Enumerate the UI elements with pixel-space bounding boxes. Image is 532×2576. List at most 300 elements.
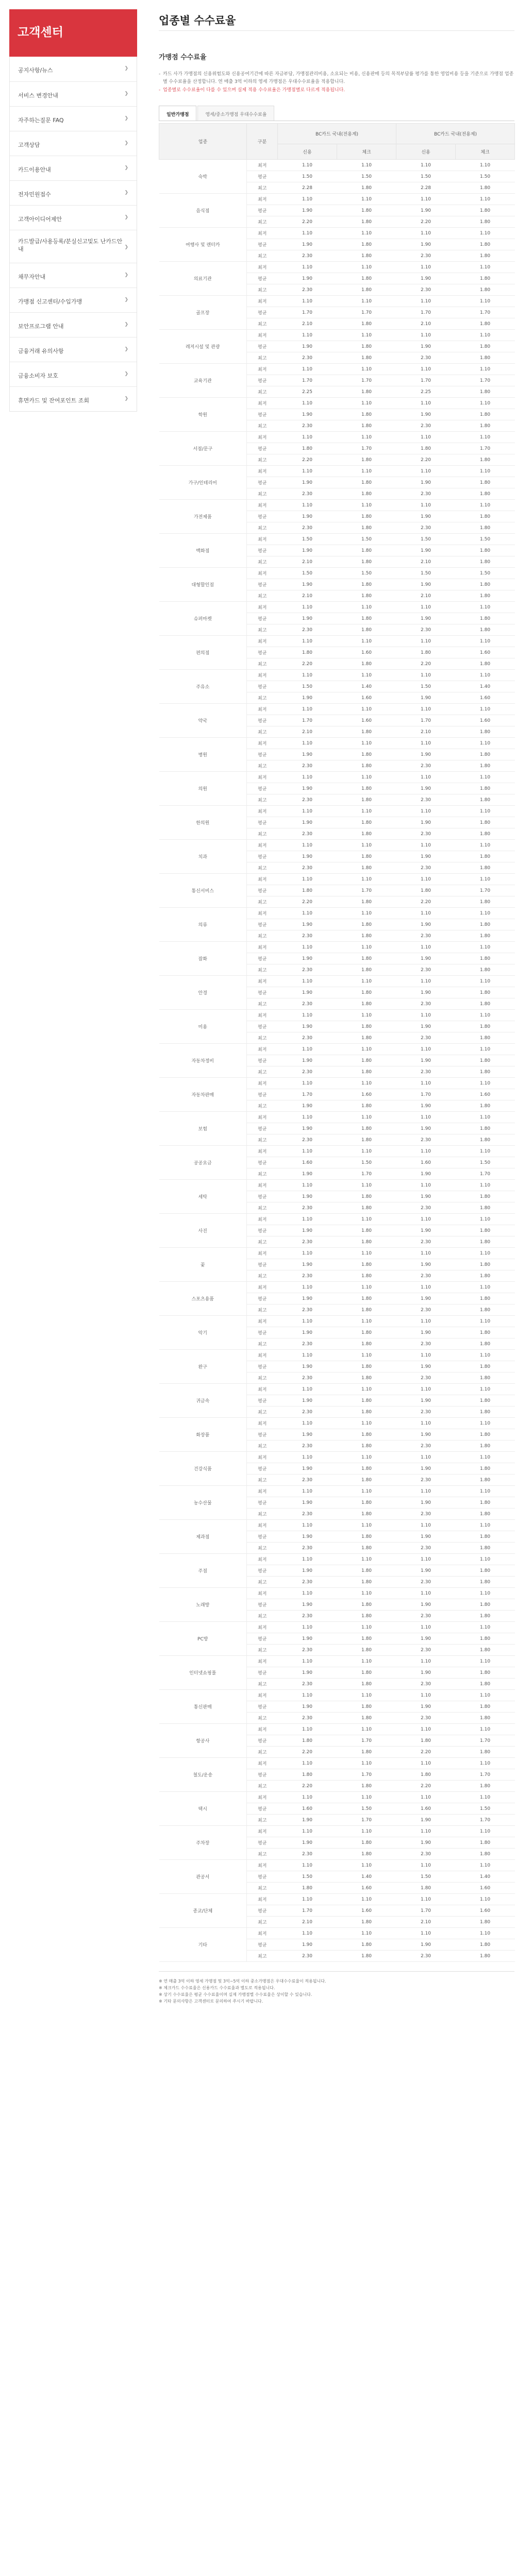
rate-cell: 2.10 xyxy=(278,726,337,738)
rate-cell: 1.10 xyxy=(456,1146,515,1157)
rate-cell: 1.90 xyxy=(278,1123,337,1134)
category-cell: 안경 xyxy=(159,976,247,1010)
rate-cell: 1.80 xyxy=(456,1066,515,1078)
rate-cell: 1.10 xyxy=(396,1316,456,1327)
rate-cell: 1.10 xyxy=(278,942,337,953)
kind-cell: 최저 xyxy=(247,602,278,613)
rate-cell: 1.80 xyxy=(337,273,396,284)
rate-cell: 1.10 xyxy=(337,228,396,239)
sidebar-item[interactable] xyxy=(10,131,137,156)
tab-general[interactable]: 일반가맹점 xyxy=(159,106,196,121)
table-row xyxy=(159,1894,515,1905)
rate-cell: 1.80 xyxy=(396,1769,456,1781)
col-header-check: 체크 xyxy=(456,144,515,160)
rate-cell: 1.50 xyxy=(337,1803,396,1815)
rate-cell: 1.60 xyxy=(337,1905,396,1917)
rate-cell: 1.80 xyxy=(337,1100,396,1112)
rate-cell: 1.80 xyxy=(456,987,515,998)
tab-preferential[interactable]: 영세/중소가맹점 우대수수료율 xyxy=(197,106,274,121)
rate-cell: 1.10 xyxy=(456,330,515,341)
rate-cell: 1.80 xyxy=(456,284,515,296)
rate-cell: 1.90 xyxy=(396,1497,456,1509)
rate-cell: 1.10 xyxy=(278,1690,337,1701)
category-cell: 의류 xyxy=(159,908,247,942)
rate-cell: 1.80 xyxy=(456,511,515,522)
rate-cell: 1.50 xyxy=(278,1871,337,1883)
rate-cell: 2.30 xyxy=(396,352,456,364)
rate-cell: 1.10 xyxy=(278,1418,337,1429)
rate-cell: 2.30 xyxy=(396,1713,456,1724)
rate-cell: 1.80 xyxy=(337,953,396,964)
rate-cell: 1.10 xyxy=(456,704,515,715)
kind-cell: 최저 xyxy=(247,1010,278,1021)
kind-cell: 최저 xyxy=(247,534,278,545)
rate-cell: 1.10 xyxy=(456,1350,515,1361)
rate-cell: 1.90 xyxy=(278,851,337,862)
rate-cell: 2.30 xyxy=(278,1338,337,1350)
rate-cell: 1.10 xyxy=(278,1520,337,1531)
rate-cell: 1.80 xyxy=(456,182,515,194)
rate-cell: 1.90 xyxy=(278,409,337,420)
rate-cell: 2.10 xyxy=(396,726,456,738)
rate-cell: 1.60 xyxy=(337,647,396,658)
sidebar-item[interactable] xyxy=(10,362,137,386)
rate-cell: 1.60 xyxy=(337,1089,396,1100)
kind-cell: 최고 xyxy=(247,1304,278,1316)
kind-cell: 최저 xyxy=(247,1894,278,1905)
sidebar-item-label: 휴면카드 및 잔여포인트 조회 xyxy=(18,397,90,404)
category-cell: 통신판매 xyxy=(159,1690,247,1724)
rate-cell: 1.80 xyxy=(456,1293,515,1304)
sidebar-item[interactable] xyxy=(10,106,137,131)
rate-cell: 1.90 xyxy=(278,692,337,704)
rate-cell: 1.10 xyxy=(396,1758,456,1769)
kind-cell: 최고 xyxy=(247,216,278,228)
rate-cell: 2.20 xyxy=(278,216,337,228)
rate-cell: 1.80 xyxy=(456,1837,515,1849)
rate-cell: 1.90 xyxy=(396,1168,456,1180)
chevron-right-icon: ❯ xyxy=(124,214,128,220)
rate-cell: 1.10 xyxy=(337,1044,396,1055)
kind-cell: 최고 xyxy=(247,624,278,636)
rate-cell: 1.80 xyxy=(456,1429,515,1440)
kind-cell: 최고 xyxy=(247,318,278,330)
table-row xyxy=(159,1486,515,1497)
rate-cell: 1.10 xyxy=(337,398,396,409)
rate-cell: 1.80 xyxy=(456,216,515,228)
rate-cell: 1.90 xyxy=(278,953,337,964)
rate-cell: 1.10 xyxy=(456,1690,515,1701)
rate-cell: 1.10 xyxy=(456,602,515,613)
table-row xyxy=(159,1554,515,1565)
kind-cell: 최고 xyxy=(247,930,278,942)
kind-cell: 최고 xyxy=(247,352,278,364)
rate-cell: 1.80 xyxy=(456,1531,515,1543)
table-row xyxy=(159,1826,515,1837)
kind-cell: 최저 xyxy=(247,1282,278,1293)
rate-cell: 1.10 xyxy=(278,1928,337,1939)
rate-cell: 1.90 xyxy=(396,1361,456,1372)
rate-cell: 1.10 xyxy=(396,1214,456,1225)
rate-cell: 1.10 xyxy=(396,364,456,375)
sidebar-item[interactable] xyxy=(10,312,137,337)
rate-cell: 1.80 xyxy=(456,1633,515,1645)
rate-cell: 1.10 xyxy=(396,670,456,681)
rate-cell: 1.80 xyxy=(456,1565,515,1577)
rate-cell: 1.10 xyxy=(278,1214,337,1225)
rate-cell: 1.80 xyxy=(337,658,396,670)
kind-cell: 최저 xyxy=(247,1758,278,1769)
rate-cell: 1.10 xyxy=(337,1078,396,1089)
rate-cell: 1.10 xyxy=(337,1690,396,1701)
rate-cell: 1.80 xyxy=(337,1837,396,1849)
rate-cell: 1.90 xyxy=(396,953,456,964)
rate-cell: 1.80 xyxy=(396,1883,456,1894)
rate-cell: 1.10 xyxy=(278,1452,337,1463)
rate-cell: 1.80 xyxy=(278,443,337,454)
rate-cell: 1.80 xyxy=(337,930,396,942)
rate-cell: 2.30 xyxy=(278,1032,337,1044)
rate-cell: 1.80 xyxy=(456,1338,515,1350)
rate-cell: 1.80 xyxy=(337,1293,396,1304)
rate-cell: 1.10 xyxy=(396,738,456,749)
rate-cell: 1.90 xyxy=(396,409,456,420)
rate-cell: 2.20 xyxy=(278,896,337,908)
kind-cell: 평균 xyxy=(247,851,278,862)
kind-cell: 최고 xyxy=(247,1372,278,1384)
kind-cell: 평균 xyxy=(247,273,278,284)
rate-cell: 1.90 xyxy=(396,987,456,998)
rate-cell: 1.80 xyxy=(337,1372,396,1384)
rate-cell: 2.30 xyxy=(396,862,456,874)
rate-cell: 1.90 xyxy=(396,1100,456,1112)
rate-cell: 1.80 xyxy=(337,477,396,488)
category-cell: 귀금속 xyxy=(159,1384,247,1418)
rate-cell: 1.10 xyxy=(396,1622,456,1633)
rate-cell: 1.80 xyxy=(456,239,515,250)
rate-cell: 1.80 xyxy=(337,613,396,624)
rate-cell: 1.80 xyxy=(337,1032,396,1044)
rate-cell: 1.80 xyxy=(337,1463,396,1475)
rate-cell: 2.10 xyxy=(278,590,337,602)
rate-cell: 2.30 xyxy=(278,1270,337,1282)
rate-cell: 2.30 xyxy=(278,1509,337,1520)
rate-cell: 1.80 xyxy=(456,1259,515,1270)
rate-cell: 1.80 xyxy=(456,726,515,738)
kind-cell: 평균 xyxy=(247,205,278,216)
rate-cell: 1.10 xyxy=(456,228,515,239)
sidebar-item[interactable] xyxy=(10,156,137,180)
table-row xyxy=(159,1622,515,1633)
rate-cell: 1.50 xyxy=(396,171,456,182)
kind-cell: 최고 xyxy=(247,1679,278,1690)
kind-cell: 평균 xyxy=(247,919,278,930)
sidebar-item[interactable] xyxy=(10,287,137,312)
rate-cell: 1.80 xyxy=(337,794,396,806)
rate-cell: 1.70 xyxy=(456,1168,515,1180)
rate-cell: 2.20 xyxy=(396,1781,456,1792)
kind-cell: 최고 xyxy=(247,794,278,806)
rate-cell: 1.50 xyxy=(337,171,396,182)
rate-cell: 1.10 xyxy=(337,1486,396,1497)
sidebar-item-label: 카드발급/사용등록/분실신고및도 난카드안내 xyxy=(18,238,123,252)
rate-cell: 1.80 xyxy=(456,1849,515,1860)
rate-cell: 1.80 xyxy=(337,1259,396,1270)
rate-cell: 1.80 xyxy=(456,1599,515,1611)
table-row xyxy=(159,500,515,511)
kind-cell: 최고 xyxy=(247,1236,278,1248)
rate-cell: 1.10 xyxy=(278,1826,337,1837)
sidebar-item[interactable] xyxy=(10,57,137,81)
kind-cell: 평균 xyxy=(247,511,278,522)
rate-cell: 1.10 xyxy=(456,840,515,851)
kind-cell: 최고 xyxy=(247,1168,278,1180)
kind-cell: 최고 xyxy=(247,726,278,738)
sidebar-item-label: 공지사항/뉴스 xyxy=(18,67,53,74)
kind-cell: 최고 xyxy=(247,760,278,772)
kind-cell: 최저 xyxy=(247,1622,278,1633)
rate-cell: 1.80 xyxy=(456,896,515,908)
kind-cell: 최저 xyxy=(247,228,278,239)
rate-cell: 1.80 xyxy=(337,749,396,760)
kind-cell: 평균 xyxy=(247,375,278,386)
rate-cell: 1.10 xyxy=(456,738,515,749)
rate-cell: 1.80 xyxy=(337,1304,396,1316)
category-cell: 가전제품 xyxy=(159,500,247,534)
rate-cell: 1.10 xyxy=(396,1384,456,1395)
rate-cell: 2.10 xyxy=(396,1917,456,1928)
sidebar-item[interactable] xyxy=(10,81,137,106)
rate-cell: 1.10 xyxy=(278,1486,337,1497)
rate-cell: 1.60 xyxy=(456,692,515,704)
rate-table xyxy=(159,123,515,1962)
kind-cell: 최고 xyxy=(247,1883,278,1894)
rate-cell: 1.10 xyxy=(396,772,456,783)
rate-cell: 1.10 xyxy=(278,228,337,239)
rate-cell: 1.80 xyxy=(456,1667,515,1679)
sidebar-item[interactable] xyxy=(10,230,137,263)
rate-cell: 1.50 xyxy=(278,534,337,545)
rate-cell: 1.10 xyxy=(396,432,456,443)
rate-cell: 1.80 xyxy=(337,1406,396,1418)
table-row xyxy=(159,432,515,443)
rate-cell: 1.40 xyxy=(337,1871,396,1883)
rate-cell: 1.90 xyxy=(278,1565,337,1577)
sidebar-item[interactable] xyxy=(10,205,137,230)
rate-cell: 1.90 xyxy=(396,1327,456,1338)
sidebar-item-label: 가맹점 신고센터/수입가맹 xyxy=(18,298,82,305)
rate-cell: 1.80 xyxy=(337,1338,396,1350)
rate-cell: 1.90 xyxy=(396,1055,456,1066)
rate-cell: 1.50 xyxy=(396,681,456,692)
rate-cell: 1.90 xyxy=(396,1565,456,1577)
kind-cell: 최저 xyxy=(247,466,278,477)
rate-cell: 1.80 xyxy=(337,1202,396,1214)
rate-cell: 1.80 xyxy=(456,862,515,874)
rate-cell: 1.50 xyxy=(278,681,337,692)
rate-cell: 1.10 xyxy=(337,1452,396,1463)
rate-cell: 1.80 xyxy=(456,522,515,534)
kind-cell: 평균 xyxy=(247,1327,278,1338)
rate-cell: 2.30 xyxy=(278,522,337,534)
kind-cell: 평균 xyxy=(247,307,278,318)
rate-cell: 1.90 xyxy=(396,1815,456,1826)
rate-cell: 1.80 xyxy=(337,851,396,862)
table-row xyxy=(159,840,515,851)
rate-cell: 2.30 xyxy=(396,998,456,1010)
rate-cell: 1.80 xyxy=(456,341,515,352)
rate-cell: 1.80 xyxy=(337,1599,396,1611)
rate-cell: 1.90 xyxy=(278,239,337,250)
rate-cell: 2.30 xyxy=(396,284,456,296)
sidebar-item[interactable] xyxy=(10,337,137,362)
rate-cell: 2.30 xyxy=(396,1338,456,1350)
sidebar-item[interactable] xyxy=(10,263,137,287)
kind-cell: 평균 xyxy=(247,1939,278,1951)
kind-cell: 최고 xyxy=(247,1202,278,1214)
kind-cell: 최고 xyxy=(247,896,278,908)
chevron-right-icon: ❯ xyxy=(124,371,128,377)
sidebar-item-label: 고객아이디어제안 xyxy=(18,216,62,223)
kind-cell: 최저 xyxy=(247,806,278,817)
rate-cell: 1.80 xyxy=(337,420,396,432)
rate-cell: 1.80 xyxy=(456,749,515,760)
rate-cell: 1.80 xyxy=(337,1679,396,1690)
category-cell: 건강식품 xyxy=(159,1452,247,1486)
kind-cell: 최저 xyxy=(247,1248,278,1259)
rate-cell: 1.80 xyxy=(337,182,396,194)
sidebar-item[interactable] xyxy=(10,180,137,205)
kind-cell: 평균 xyxy=(247,579,278,590)
rate-cell: 1.80 xyxy=(337,1021,396,1032)
rate-cell: 2.30 xyxy=(278,284,337,296)
chevron-right-icon: ❯ xyxy=(124,321,128,327)
rate-cell: 1.80 xyxy=(456,1497,515,1509)
rate-cell: 2.30 xyxy=(396,522,456,534)
rate-cell: 1.10 xyxy=(396,1928,456,1939)
rate-cell: 1.80 xyxy=(456,1270,515,1282)
footnote-list xyxy=(159,1971,514,2005)
chevron-right-icon: ❯ xyxy=(124,140,128,146)
rate-cell: 2.30 xyxy=(396,828,456,840)
kind-cell: 최고 xyxy=(247,1747,278,1758)
kind-cell: 최고 xyxy=(247,998,278,1010)
rate-cell: 1.10 xyxy=(456,874,515,885)
kind-cell: 최저 xyxy=(247,874,278,885)
rate-cell: 2.20 xyxy=(396,216,456,228)
rate-cell: 1.10 xyxy=(456,1860,515,1871)
rate-cell: 1.80 xyxy=(337,318,396,330)
sidebar-item-label: 보안프로그램 안내 xyxy=(18,323,64,330)
rate-cell: 1.70 xyxy=(456,443,515,454)
rate-cell: 1.90 xyxy=(278,1599,337,1611)
rate-cell: 1.10 xyxy=(337,1384,396,1395)
rate-cell: 1.90 xyxy=(278,1667,337,1679)
rate-cell: 2.30 xyxy=(396,930,456,942)
rate-cell: 1.10 xyxy=(456,1214,515,1225)
rate-cell: 2.20 xyxy=(396,454,456,466)
rate-cell: 1.10 xyxy=(337,772,396,783)
rate-cell: 1.60 xyxy=(337,1883,396,1894)
rate-cell: 2.30 xyxy=(396,1679,456,1690)
kind-cell: 평균 xyxy=(247,1123,278,1134)
rate-cell: 1.80 xyxy=(337,1327,396,1338)
kind-cell: 최고 xyxy=(247,1951,278,1962)
col-header-credit: 신용 xyxy=(278,144,337,160)
rate-cell: 1.10 xyxy=(396,704,456,715)
rate-cell: 1.90 xyxy=(278,1361,337,1372)
rate-cell: 1.90 xyxy=(396,239,456,250)
table-row xyxy=(159,1078,515,1089)
rate-cell: 1.10 xyxy=(278,1894,337,1905)
chevron-right-icon: ❯ xyxy=(124,272,128,278)
rate-cell: 1.80 xyxy=(337,862,396,874)
kind-cell: 최저 xyxy=(247,330,278,341)
rate-cell: 1.10 xyxy=(278,1554,337,1565)
rate-cell: 2.30 xyxy=(278,1577,337,1588)
category-cell: 대형할인점 xyxy=(159,568,247,602)
rate-cell: 1.90 xyxy=(278,1225,337,1236)
kind-cell: 최고 xyxy=(247,828,278,840)
rate-cell: 2.30 xyxy=(278,1951,337,1962)
rate-cell: 1.50 xyxy=(456,1157,515,1168)
rate-cell: 2.30 xyxy=(396,1406,456,1418)
kind-cell: 최고 xyxy=(247,522,278,534)
category-cell: 음식점 xyxy=(159,194,247,228)
rate-cell: 1.10 xyxy=(337,1316,396,1327)
kind-cell: 최고 xyxy=(247,1543,278,1554)
table-row xyxy=(159,228,515,239)
sidebar-item-label: 고객상담 xyxy=(18,142,40,148)
rate-cell: 1.10 xyxy=(337,466,396,477)
kind-cell: 최저 xyxy=(247,1384,278,1395)
rate-cell: 1.10 xyxy=(278,1044,337,1055)
sidebar-item-label: 전자민원접수 xyxy=(18,191,51,198)
rate-cell: 1.90 xyxy=(396,579,456,590)
rate-cell: 1.90 xyxy=(396,613,456,624)
table-row xyxy=(159,806,515,817)
rate-cell: 1.80 xyxy=(337,1645,396,1656)
rate-cell: 2.10 xyxy=(396,590,456,602)
rate-cell: 1.10 xyxy=(337,1112,396,1123)
rate-cell: 2.30 xyxy=(396,1372,456,1384)
rate-cell: 2.30 xyxy=(396,488,456,500)
rate-cell: 2.30 xyxy=(278,1134,337,1146)
rate-cell: 1.10 xyxy=(456,1316,515,1327)
category-cell: 자동차정비 xyxy=(159,1044,247,1078)
rate-table-body xyxy=(159,160,515,1962)
rate-cell: 2.30 xyxy=(396,1134,456,1146)
rate-cell: 1.10 xyxy=(456,1384,515,1395)
table-row xyxy=(159,602,515,613)
rate-cell: 2.30 xyxy=(278,1372,337,1384)
sidebar-item-label: 금융거래 유의사항 xyxy=(18,348,64,354)
kind-cell: 최저 xyxy=(247,1588,278,1599)
rate-cell: 1.70 xyxy=(337,375,396,386)
rate-cell: 1.80 xyxy=(337,409,396,420)
chevron-right-icon: ❯ xyxy=(124,244,128,250)
rate-cell: 1.80 xyxy=(456,953,515,964)
kind-cell: 평균 xyxy=(247,1905,278,1917)
kind-cell: 최저 xyxy=(247,1860,278,1871)
kind-cell: 최고 xyxy=(247,1815,278,1826)
rate-cell: 2.30 xyxy=(278,1202,337,1214)
sidebar-item[interactable] xyxy=(10,386,137,411)
category-cell: 서점/문구 xyxy=(159,432,247,466)
rate-cell: 1.80 xyxy=(456,1055,515,1066)
rate-cell: 1.80 xyxy=(456,488,515,500)
kind-cell: 평균 xyxy=(247,1701,278,1713)
